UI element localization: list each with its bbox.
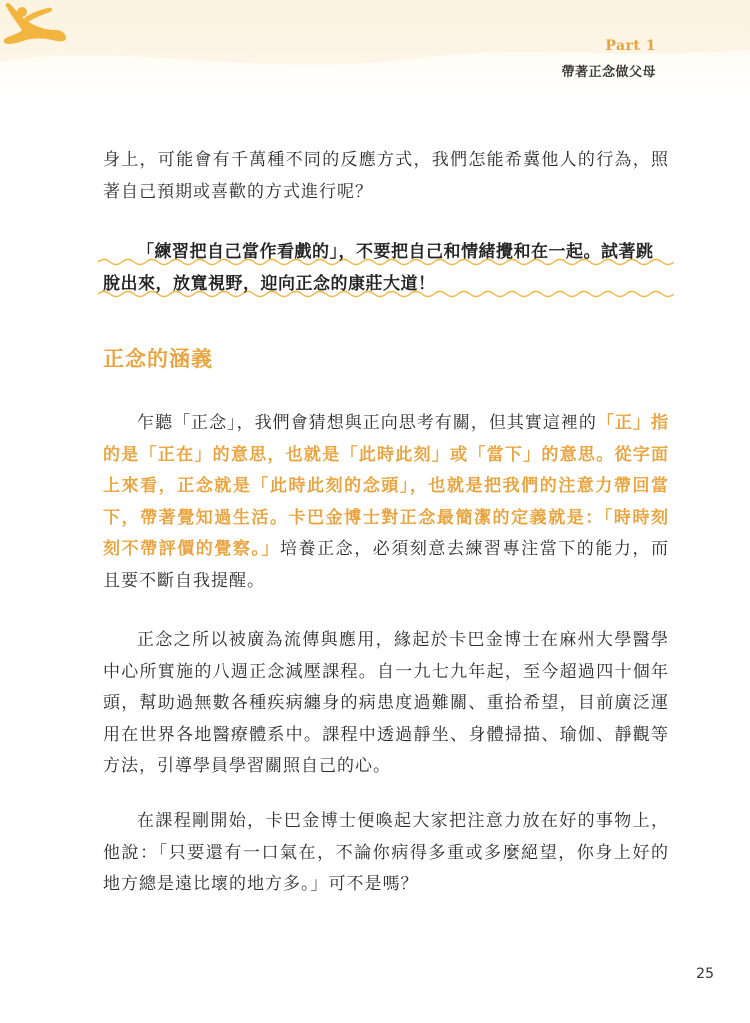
page-header bbox=[0, 0, 750, 95]
body-paragraph-4: 在課程剛開始，卡巴金博士便喚起大家把注意力放在好的事物上，他說：「只要還有一口氣在，不論你病得多重或多麼絕望，你身上好的地方總是遠比壞的地方多。」可不是嗎？ bbox=[103, 811, 669, 894]
paragraph-text: 乍聽「正念」，我們會猜想與正向思考有關，但其實這裡的 bbox=[137, 413, 597, 433]
chapter-title: 帶著正念做父母 bbox=[561, 65, 656, 80]
highlighted-definition: 「正」指的是「正在」的意思，也就是「此時此刻」或「當下」的意思。從字面上來看，正念就是「此時此刻的念頭」，也就是把我們的注意力帶回當下，帶著覺知過生活。卡巴金博士對正念最簡潔的定義就是：「時時刻刻不帶評價的覺察。」 bbox=[103, 413, 670, 559]
highlighted-quote: 「練習把自己當作看戲的」，不要把自己和情緒攪和在一起。試著跳脫出來，放寬視野，迎向正念的康莊大道！ bbox=[103, 242, 654, 294]
body-paragraph-2 bbox=[103, 408, 669, 597]
part-label: Part 1 bbox=[605, 38, 656, 54]
section-heading: 正念的涵義 bbox=[103, 347, 213, 371]
page-number: 25 bbox=[696, 966, 714, 982]
paragraph-text: 培養正念，必須刻意去練習專注當下的能力，而且要不斷自我提醒。 bbox=[103, 539, 669, 591]
body-paragraph-3: 正念之所以被廣為流傳與應用，緣起於卡巴金博士在麻州大學醫學中心所實施的八週正念減壓課程。自一九七九年起，至今超過四十個年頭，幫助過無數各種疾病纏身的病患度過難關、重拾希望，目前廣泛運用在世界各地醫療體系中。課程中透過靜坐、身體掃描、瑜伽、靜觀等方法，引導學員學習關照自己的心。 bbox=[103, 630, 669, 776]
yoga-stretch-figure-icon bbox=[0, 0, 70, 48]
body-paragraph-1: 身上，可能會有千萬種不同的反應方式，我們怎能希冀他人的行為，照著自己預期或喜歡的方式進行呢？ bbox=[103, 150, 669, 202]
